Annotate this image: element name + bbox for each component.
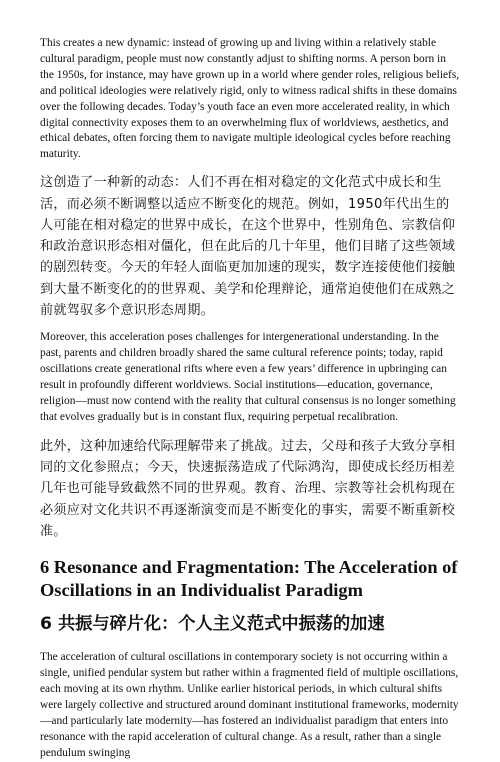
paragraph-english-2: Moreover, this acceleration poses challenges for intergenerational understanding. In the past, parents and children broadly shared the same cultural reference points; today, rapid oscillations create generational rifts where even a few years’ difference in upbringing can result in profoundly different worldviews. Social institutions—education, governance, religion—must now contend with the reality that cultural consensus is no longer something that evolves gradually but is in constant flux, requiring perpetual recalibration. — [40, 331, 456, 423]
document-page — [40, 36, 462, 762]
paragraph-english-3: The acceleration of cultural oscillations in contemporary society is not occurring within a single, unified pendular system but rather within a fragmented field of multiple oscillations, each moving at its own rhythm. Unlike earlier historical periods, in which cultural shifts were largely collective and structured around dominant institutional frameworks, modernity—and particularly late modernity—has fostered an individualist paradigm that enters into resonance with the rapid acceleration of cultural change. As a result, rather than a single pendulum swinging — [40, 651, 459, 759]
paragraph-english-1: This creates a new dynamic: instead of growing up and living within a relatively stable cultural paradigm, people must now constantly adjust to shifting norms. A person born in the 1950s, for instance, may have grown up in a world where gender roles, religious beliefs, and political ideologies were relatively rigid, only to witness radical shifts in these domains over the following decades. Today’s youth face an even more accelerated reality, in which digital connectivity exposes them to an overwhelming flux of worldviews, aesthetics, and ethical debates, often forcing them to navigate multiple ideological cycles before reaching maturity. — [40, 37, 460, 161]
section-heading-chinese: 6 共振与碎片化：个人主义范式中振荡的加速 — [40, 614, 385, 635]
paragraph-chinese-1: 这创造了一种新的动态：人们不再在相对稳定的文化范式中成长和生活，而必须不断调整以适应不断变化的规范。例如，1950年代出生的人可能在相对稳定的世界中成长，在这个世界中，性别角色、宗教信仰和政治意识形态相对僵化，但在此后的几十年里，他们目睹了这些领域的剧烈转变。今天的年轻人面临更加加速的现实，数字连接使他们接触到大量不断变化的的世界观、美学和伦理辩论，通常迫使他们在成熟之前就驾驭多个意识形态周期。 — [40, 175, 456, 319]
section-heading-english: 6 Resonance and Fragmentation: The Acceleration of Oscillations in an Individualist Paradigm — [40, 557, 458, 601]
paragraph-chinese-2: 此外，这种加速给代际理解带来了挑战。过去，父母和孩子大致分享相同的文化参照点；今天，快速振荡造成了代际鸿沟，即使成长经历相差几年也可能导致截然不同的世界观。教育、治理、宗教等社会机构现在必须应对文化共识不再逐渐演变而是不断变化的事实，需要不断重新校准。 — [40, 438, 456, 539]
